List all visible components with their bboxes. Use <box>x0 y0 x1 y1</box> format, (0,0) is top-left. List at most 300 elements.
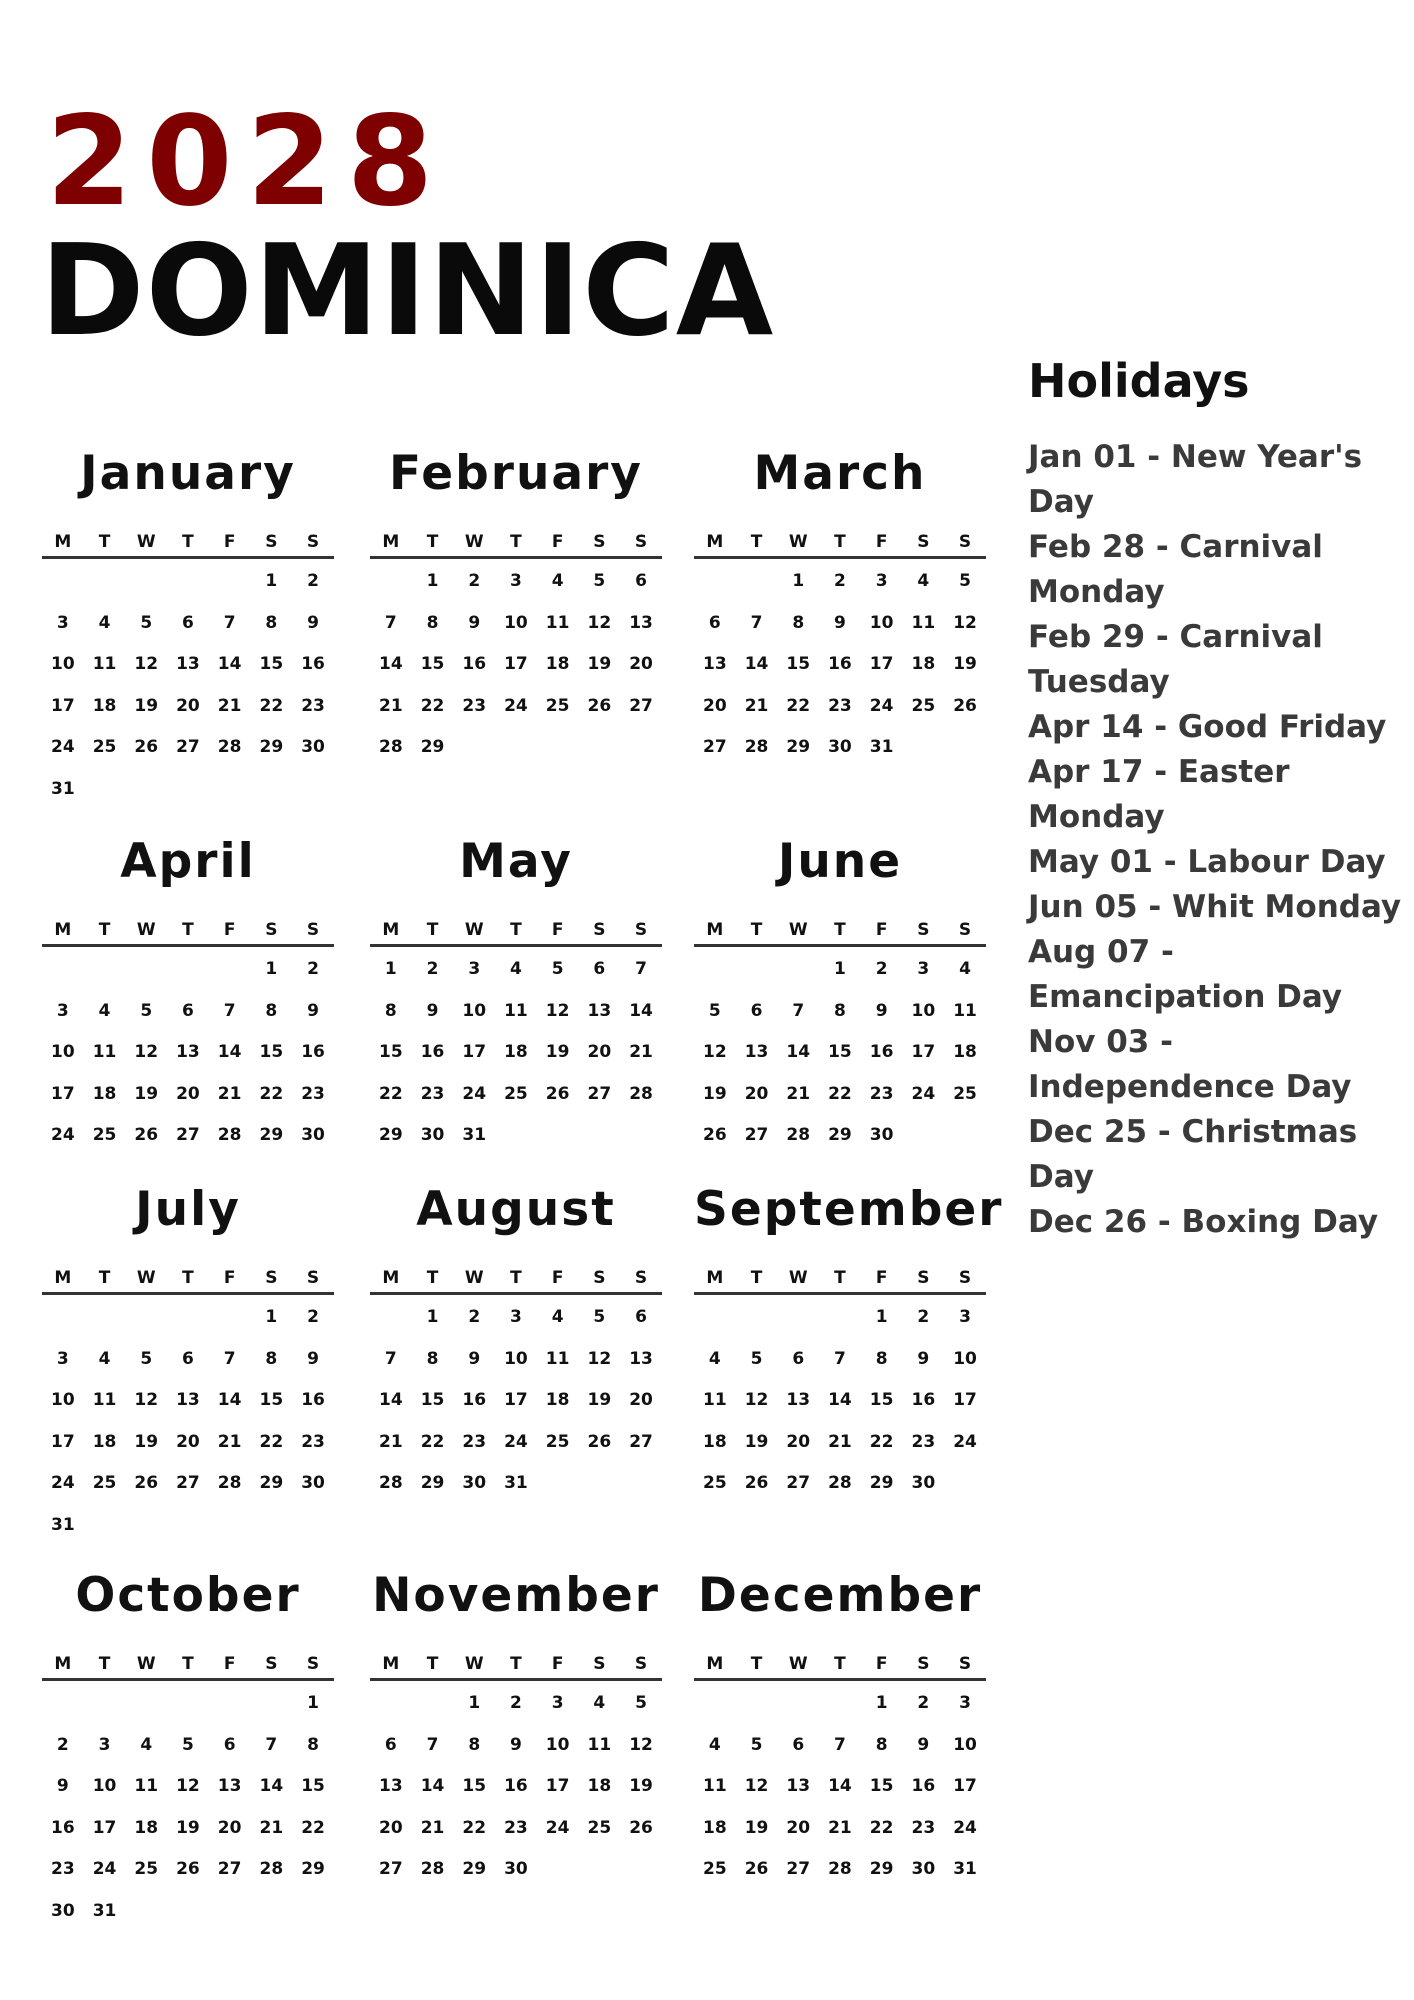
day-cell: 7 <box>635 959 647 979</box>
month-name: April <box>120 834 256 889</box>
day-cell: 7 <box>223 1000 236 1021</box>
day-cell: 3 <box>510 1307 522 1327</box>
day-cell: 9 <box>426 1000 439 1021</box>
day-cell: 2 <box>875 959 888 979</box>
day-cell: 27 <box>217 1859 242 1879</box>
weekday-header <box>694 1268 986 1295</box>
day-cell: 15 <box>259 1390 284 1410</box>
day-cell: 22 <box>420 695 445 716</box>
weekday-header <box>42 1268 334 1295</box>
day-cell: 17 <box>953 1390 977 1410</box>
day-cell: 4 <box>551 1307 564 1327</box>
day-cell: 10 <box>51 1042 75 1062</box>
day-cell: 18 <box>703 1431 727 1452</box>
day-cell: 20 <box>703 695 727 716</box>
day-cell: 1 <box>265 571 278 591</box>
day-cell: 16 <box>301 654 325 674</box>
day-cell: 8 <box>468 1734 481 1755</box>
day-cell: 8 <box>834 1000 846 1021</box>
weekday-label: S <box>306 920 320 940</box>
day-cell: 15 <box>259 654 284 674</box>
day-cell: 2 <box>307 959 319 979</box>
day-cell: 19 <box>629 1776 653 1796</box>
weekday-label: S <box>306 1268 320 1288</box>
day-cell: 25 <box>134 1859 159 1879</box>
day-cell: 10 <box>462 1000 487 1021</box>
day-cell: 17 <box>911 1042 936 1062</box>
weekday-label: F <box>551 1268 564 1288</box>
day-cell: 23 <box>462 695 487 716</box>
weekday-label: F <box>875 532 888 552</box>
weekday-label: S <box>265 920 278 940</box>
month-name: March <box>753 446 927 501</box>
weekday-label: T <box>182 920 194 940</box>
day-cell: 14 <box>259 1776 284 1796</box>
day-cell: 2 <box>426 959 439 979</box>
day-cell: 12 <box>545 1000 570 1021</box>
day-cell: 4 <box>98 1348 111 1369</box>
weekday-label: T <box>98 1654 111 1674</box>
day-cell: 3 <box>875 571 888 591</box>
day-cell: 26 <box>953 695 977 716</box>
day-cell: 20 <box>379 1817 403 1838</box>
day-cell: 10 <box>51 1390 75 1410</box>
day-cell: 2 <box>307 571 319 591</box>
day-cell: 6 <box>182 1348 194 1369</box>
day-cell: 29 <box>869 1859 894 1879</box>
day-cell: 5 <box>959 571 971 591</box>
day-cell: 2 <box>510 1693 522 1713</box>
day-cell: 3 <box>56 1000 69 1021</box>
country-title: DOMINICA <box>40 217 775 364</box>
day-cell: 22 <box>869 1817 894 1838</box>
day-cell: 2 <box>307 1307 319 1327</box>
day-cell: 9 <box>307 1000 319 1021</box>
day-cell: 25 <box>587 1817 612 1838</box>
day-cell: 19 <box>953 654 977 674</box>
day-cell: 15 <box>420 654 445 674</box>
day-cell: 17 <box>51 1083 75 1104</box>
weekday-label: T <box>98 1268 111 1288</box>
day-cell: 30 <box>301 1473 325 1493</box>
day-cell: 27 <box>786 1859 811 1879</box>
weekday-label: T <box>510 1654 522 1674</box>
day-cell: 8 <box>384 1000 397 1021</box>
day-cell: 18 <box>92 695 117 716</box>
day-cell: 11 <box>92 1390 117 1410</box>
day-cell: 23 <box>420 1083 445 1104</box>
day-cell: 24 <box>911 1083 936 1104</box>
day-cell: 27 <box>703 737 727 757</box>
day-cell: 26 <box>545 1083 570 1104</box>
weekday-label: T <box>98 920 111 940</box>
day-cell: 11 <box>587 1734 612 1755</box>
day-cell: 17 <box>51 695 75 716</box>
day-cell: 5 <box>593 1307 606 1327</box>
day-cell: 31 <box>92 1900 117 1921</box>
weekday-label: F <box>223 920 236 940</box>
day-cell: 9 <box>56 1776 69 1796</box>
day-cell: 16 <box>504 1776 528 1796</box>
day-cell: 17 <box>462 1042 487 1062</box>
weekday-label: S <box>265 1654 278 1674</box>
day-cell: 15 <box>828 1042 852 1062</box>
holiday-item: Nov 03 - Independence Day <box>1028 1024 1352 1105</box>
day-cell: 12 <box>953 612 977 633</box>
day-cell: 14 <box>744 654 769 674</box>
day-cell: 27 <box>176 1125 200 1145</box>
day-cell: 25 <box>545 695 570 716</box>
day-cell: 4 <box>708 1348 721 1369</box>
day-cell: 22 <box>301 1817 325 1838</box>
weekday-header <box>42 920 334 947</box>
weekday-label: W <box>788 1654 808 1674</box>
weekday-label: W <box>136 1654 156 1674</box>
day-cell: 8 <box>265 1348 278 1369</box>
day-cell: 4 <box>98 612 111 633</box>
weekday-label: F <box>875 1654 888 1674</box>
day-cell: 25 <box>92 1125 117 1145</box>
holiday-item: Apr 14 - Good Friday <box>1028 709 1387 745</box>
weekday-label: T <box>834 532 846 552</box>
day-cell: 3 <box>959 1307 971 1327</box>
holiday-item: Jan 01 - New Year's Day <box>1028 439 1363 520</box>
day-cell: 27 <box>629 695 653 716</box>
day-cell: 29 <box>869 1473 894 1493</box>
day-cell: 8 <box>426 612 439 633</box>
day-cell: 8 <box>265 1000 278 1021</box>
day-cell: 26 <box>134 1125 159 1145</box>
day-cell: 25 <box>92 737 117 757</box>
day-cell: 6 <box>384 1734 397 1755</box>
weekday-label: T <box>750 532 763 552</box>
weekday-label: T <box>426 920 439 940</box>
day-cell: 8 <box>265 612 278 633</box>
weekday-label: S <box>634 532 648 552</box>
day-cell: 7 <box>223 612 236 633</box>
month-name: July <box>135 1182 241 1237</box>
day-cell: 18 <box>545 1390 570 1410</box>
day-cell: 14 <box>828 1390 852 1410</box>
day-cell: 4 <box>959 959 971 979</box>
weekday-label: S <box>917 920 930 940</box>
weekday-label: S <box>265 532 278 552</box>
day-cell: 11 <box>92 1042 117 1062</box>
weekday-label: S <box>593 1654 606 1674</box>
day-cell: 22 <box>259 1083 284 1104</box>
day-cell: 29 <box>379 1125 403 1145</box>
day-cell: 12 <box>744 1390 769 1410</box>
day-cell: 2 <box>56 1734 69 1755</box>
day-cell: 16 <box>301 1042 325 1062</box>
weekday-label: S <box>593 532 606 552</box>
day-cell: 28 <box>217 737 242 757</box>
day-cell: 13 <box>379 1776 403 1796</box>
day-cell: 26 <box>134 737 159 757</box>
weekday-label: T <box>182 1268 194 1288</box>
day-cell: 4 <box>98 1000 111 1021</box>
day-cell: 17 <box>51 1431 75 1452</box>
weekday-label: S <box>958 920 972 940</box>
weekday-header <box>694 920 986 947</box>
day-cell: 18 <box>545 654 570 674</box>
day-cell: 26 <box>176 1859 200 1879</box>
day-cell: 9 <box>468 612 481 633</box>
day-cell: 6 <box>593 959 606 979</box>
day-cell: 9 <box>307 1348 319 1369</box>
day-cell: 1 <box>426 1307 439 1327</box>
day-cell: 1 <box>875 1693 888 1713</box>
weekday-header <box>42 1654 334 1681</box>
day-cell: 5 <box>750 1348 763 1369</box>
day-cell: 23 <box>51 1859 75 1879</box>
day-cell: 23 <box>504 1817 528 1838</box>
weekday-label: W <box>136 920 156 940</box>
day-cell: 21 <box>828 1817 852 1838</box>
day-cell: 19 <box>545 1042 570 1062</box>
day-cell: 10 <box>953 1734 977 1755</box>
day-cell: 11 <box>545 612 570 633</box>
day-cell: 15 <box>301 1776 325 1796</box>
day-cell: 27 <box>744 1125 769 1145</box>
day-cell: 22 <box>420 1431 445 1452</box>
day-cell: 26 <box>744 1473 769 1493</box>
day-cell: 14 <box>217 1390 242 1410</box>
day-cell: 29 <box>786 737 811 757</box>
day-cell: 6 <box>792 1348 805 1369</box>
weekday-label: T <box>834 1654 846 1674</box>
day-cell: 25 <box>504 1083 528 1104</box>
day-cell: 3 <box>959 1693 971 1713</box>
weekday-label: W <box>136 1268 156 1288</box>
day-cell: 20 <box>786 1431 811 1452</box>
day-cell: 21 <box>379 695 403 716</box>
weekday-label: T <box>426 532 439 552</box>
day-cell: 14 <box>379 654 403 674</box>
day-cell: 3 <box>917 959 930 979</box>
day-cell: 4 <box>140 1734 153 1755</box>
day-cell: 6 <box>182 1000 194 1021</box>
day-cell: 30 <box>828 737 852 757</box>
day-cell: 21 <box>744 695 769 716</box>
day-cell: 6 <box>635 571 647 591</box>
day-cell: 21 <box>786 1083 811 1104</box>
day-cell: 13 <box>786 1776 811 1796</box>
day-cell: 1 <box>875 1307 888 1327</box>
day-cell: 2 <box>468 571 481 591</box>
day-cell: 13 <box>176 654 200 674</box>
day-cell: 12 <box>629 1734 653 1755</box>
day-cell: 19 <box>176 1817 200 1838</box>
day-cell: 13 <box>786 1390 811 1410</box>
day-cell: 20 <box>744 1083 769 1104</box>
day-cell: 1 <box>792 571 805 591</box>
day-cell: 7 <box>223 1348 236 1369</box>
day-cell: 1 <box>307 1693 319 1713</box>
day-cell: 15 <box>379 1042 403 1062</box>
day-cell: 5 <box>750 1734 763 1755</box>
day-cell: 7 <box>834 1348 846 1369</box>
weekday-header <box>370 532 662 559</box>
month-name: September <box>694 1182 1004 1237</box>
weekday-label: W <box>464 532 484 552</box>
day-cell: 5 <box>635 1693 647 1713</box>
day-cell: 27 <box>379 1859 403 1879</box>
day-cell: 29 <box>259 737 284 757</box>
day-cell: 6 <box>708 612 721 633</box>
day-cell: 26 <box>587 1431 612 1452</box>
month-name: June <box>777 834 903 889</box>
day-cell: 19 <box>134 1431 159 1452</box>
weekday-label: S <box>634 920 648 940</box>
day-cell: 4 <box>708 1734 721 1755</box>
day-cell: 2 <box>917 1693 930 1713</box>
day-cell: 19 <box>134 695 159 716</box>
day-cell: 27 <box>587 1083 612 1104</box>
day-cell: 28 <box>828 1859 852 1879</box>
day-cell: 31 <box>462 1125 487 1145</box>
weekday-label: F <box>223 1268 236 1288</box>
calendar-year: 2028 <box>46 90 448 234</box>
day-cell: 15 <box>786 654 811 674</box>
day-cell: 30 <box>911 1473 936 1493</box>
day-cell: 19 <box>703 1083 727 1104</box>
day-cell: 28 <box>217 1125 242 1145</box>
day-cell: 30 <box>301 737 325 757</box>
day-cell: 8 <box>875 1734 888 1755</box>
day-cell: 17 <box>504 654 528 674</box>
day-cell: 19 <box>134 1083 159 1104</box>
weekday-label: S <box>265 1268 278 1288</box>
day-cell: 9 <box>917 1348 930 1369</box>
day-cell: 10 <box>869 612 894 633</box>
day-cell: 25 <box>92 1473 117 1493</box>
weekday-label: T <box>98 532 111 552</box>
day-cell: 22 <box>259 1431 284 1452</box>
holiday-list <box>1028 435 1408 1245</box>
day-cell: 2 <box>468 1307 481 1327</box>
day-cell: 15 <box>869 1776 894 1796</box>
weekday-label: F <box>551 1654 564 1674</box>
day-cell: 16 <box>420 1042 445 1062</box>
day-cell: 7 <box>384 1348 397 1369</box>
day-cell: 14 <box>629 1000 653 1021</box>
day-cell: 17 <box>92 1817 117 1838</box>
day-cell: 1 <box>384 959 397 979</box>
day-cell: 16 <box>462 1390 487 1410</box>
day-cell: 3 <box>56 1348 69 1369</box>
day-cell: 22 <box>786 695 811 716</box>
holidays-title: Holidays <box>1028 354 1250 408</box>
day-cell: 19 <box>587 1390 612 1410</box>
day-cell: 23 <box>911 1431 936 1452</box>
weekday-label: S <box>306 1654 320 1674</box>
day-cell: 21 <box>217 695 242 716</box>
day-cell: 8 <box>875 1348 888 1369</box>
day-cell: 23 <box>828 695 852 716</box>
day-cell: 30 <box>911 1859 936 1879</box>
weekday-label: M <box>54 1654 72 1674</box>
weekday-header <box>370 920 662 947</box>
day-cell: 4 <box>510 959 522 979</box>
day-cell: 2 <box>834 571 846 591</box>
weekday-label: T <box>182 532 194 552</box>
weekday-header <box>42 532 334 559</box>
day-cell: 12 <box>134 1042 159 1062</box>
day-cell: 18 <box>587 1776 612 1796</box>
day-cell: 6 <box>223 1734 236 1755</box>
day-cell: 31 <box>51 778 75 799</box>
day-cell: 10 <box>504 1348 528 1369</box>
day-cell: 11 <box>134 1776 159 1796</box>
day-cell: 6 <box>750 1000 763 1021</box>
day-cell: 10 <box>504 612 528 633</box>
day-cell: 20 <box>176 1431 200 1452</box>
day-cell: 25 <box>953 1083 977 1104</box>
day-cell: 7 <box>265 1734 278 1755</box>
weekday-label: M <box>382 1268 400 1288</box>
day-cell: 17 <box>504 1390 528 1410</box>
day-cell: 5 <box>182 1734 194 1755</box>
weekday-label: M <box>382 532 400 552</box>
day-cell: 14 <box>217 654 242 674</box>
day-cell: 14 <box>786 1042 811 1062</box>
day-cell: 9 <box>510 1734 522 1755</box>
day-cell: 13 <box>744 1042 769 1062</box>
day-cell: 30 <box>869 1125 894 1145</box>
weekday-label: S <box>917 1654 930 1674</box>
day-cell: 12 <box>134 1390 159 1410</box>
day-cell: 12 <box>176 1776 200 1796</box>
weekday-label: S <box>593 1268 606 1288</box>
day-cell: 18 <box>911 654 936 674</box>
day-cell: 23 <box>869 1083 894 1104</box>
day-cell: 22 <box>259 695 284 716</box>
day-cell: 3 <box>56 612 69 633</box>
day-cell: 10 <box>545 1734 570 1755</box>
day-cell: 25 <box>703 1859 727 1879</box>
weekday-label: S <box>306 532 320 552</box>
day-cell: 16 <box>301 1390 325 1410</box>
weekday-label: M <box>706 1268 724 1288</box>
day-cell: 29 <box>301 1859 325 1879</box>
weekday-label: M <box>54 532 72 552</box>
day-cell: 9 <box>875 1000 888 1021</box>
weekday-label: T <box>750 1654 763 1674</box>
weekday-label: W <box>788 1268 808 1288</box>
day-cell: 15 <box>869 1390 894 1410</box>
day-cell: 17 <box>953 1776 977 1796</box>
weekday-label: S <box>958 532 972 552</box>
weekday-label: M <box>706 532 724 552</box>
month-name: November <box>372 1568 660 1623</box>
weekday-label: W <box>464 1268 484 1288</box>
holiday-item: Dec 25 - Christmas Day <box>1028 1114 1358 1195</box>
day-cell: 3 <box>98 1734 111 1755</box>
day-cell: 24 <box>504 1431 528 1452</box>
weekday-label: M <box>706 920 724 940</box>
day-cell: 11 <box>911 612 936 633</box>
day-cell: 25 <box>703 1473 727 1493</box>
day-cell: 5 <box>140 1000 153 1021</box>
day-cell: 11 <box>92 654 117 674</box>
day-cell: 20 <box>176 1083 200 1104</box>
weekday-label: S <box>634 1268 648 1288</box>
day-cell: 5 <box>551 959 564 979</box>
day-cell: 24 <box>545 1817 570 1838</box>
weekday-label: M <box>382 1654 400 1674</box>
day-cell: 2 <box>917 1307 930 1327</box>
